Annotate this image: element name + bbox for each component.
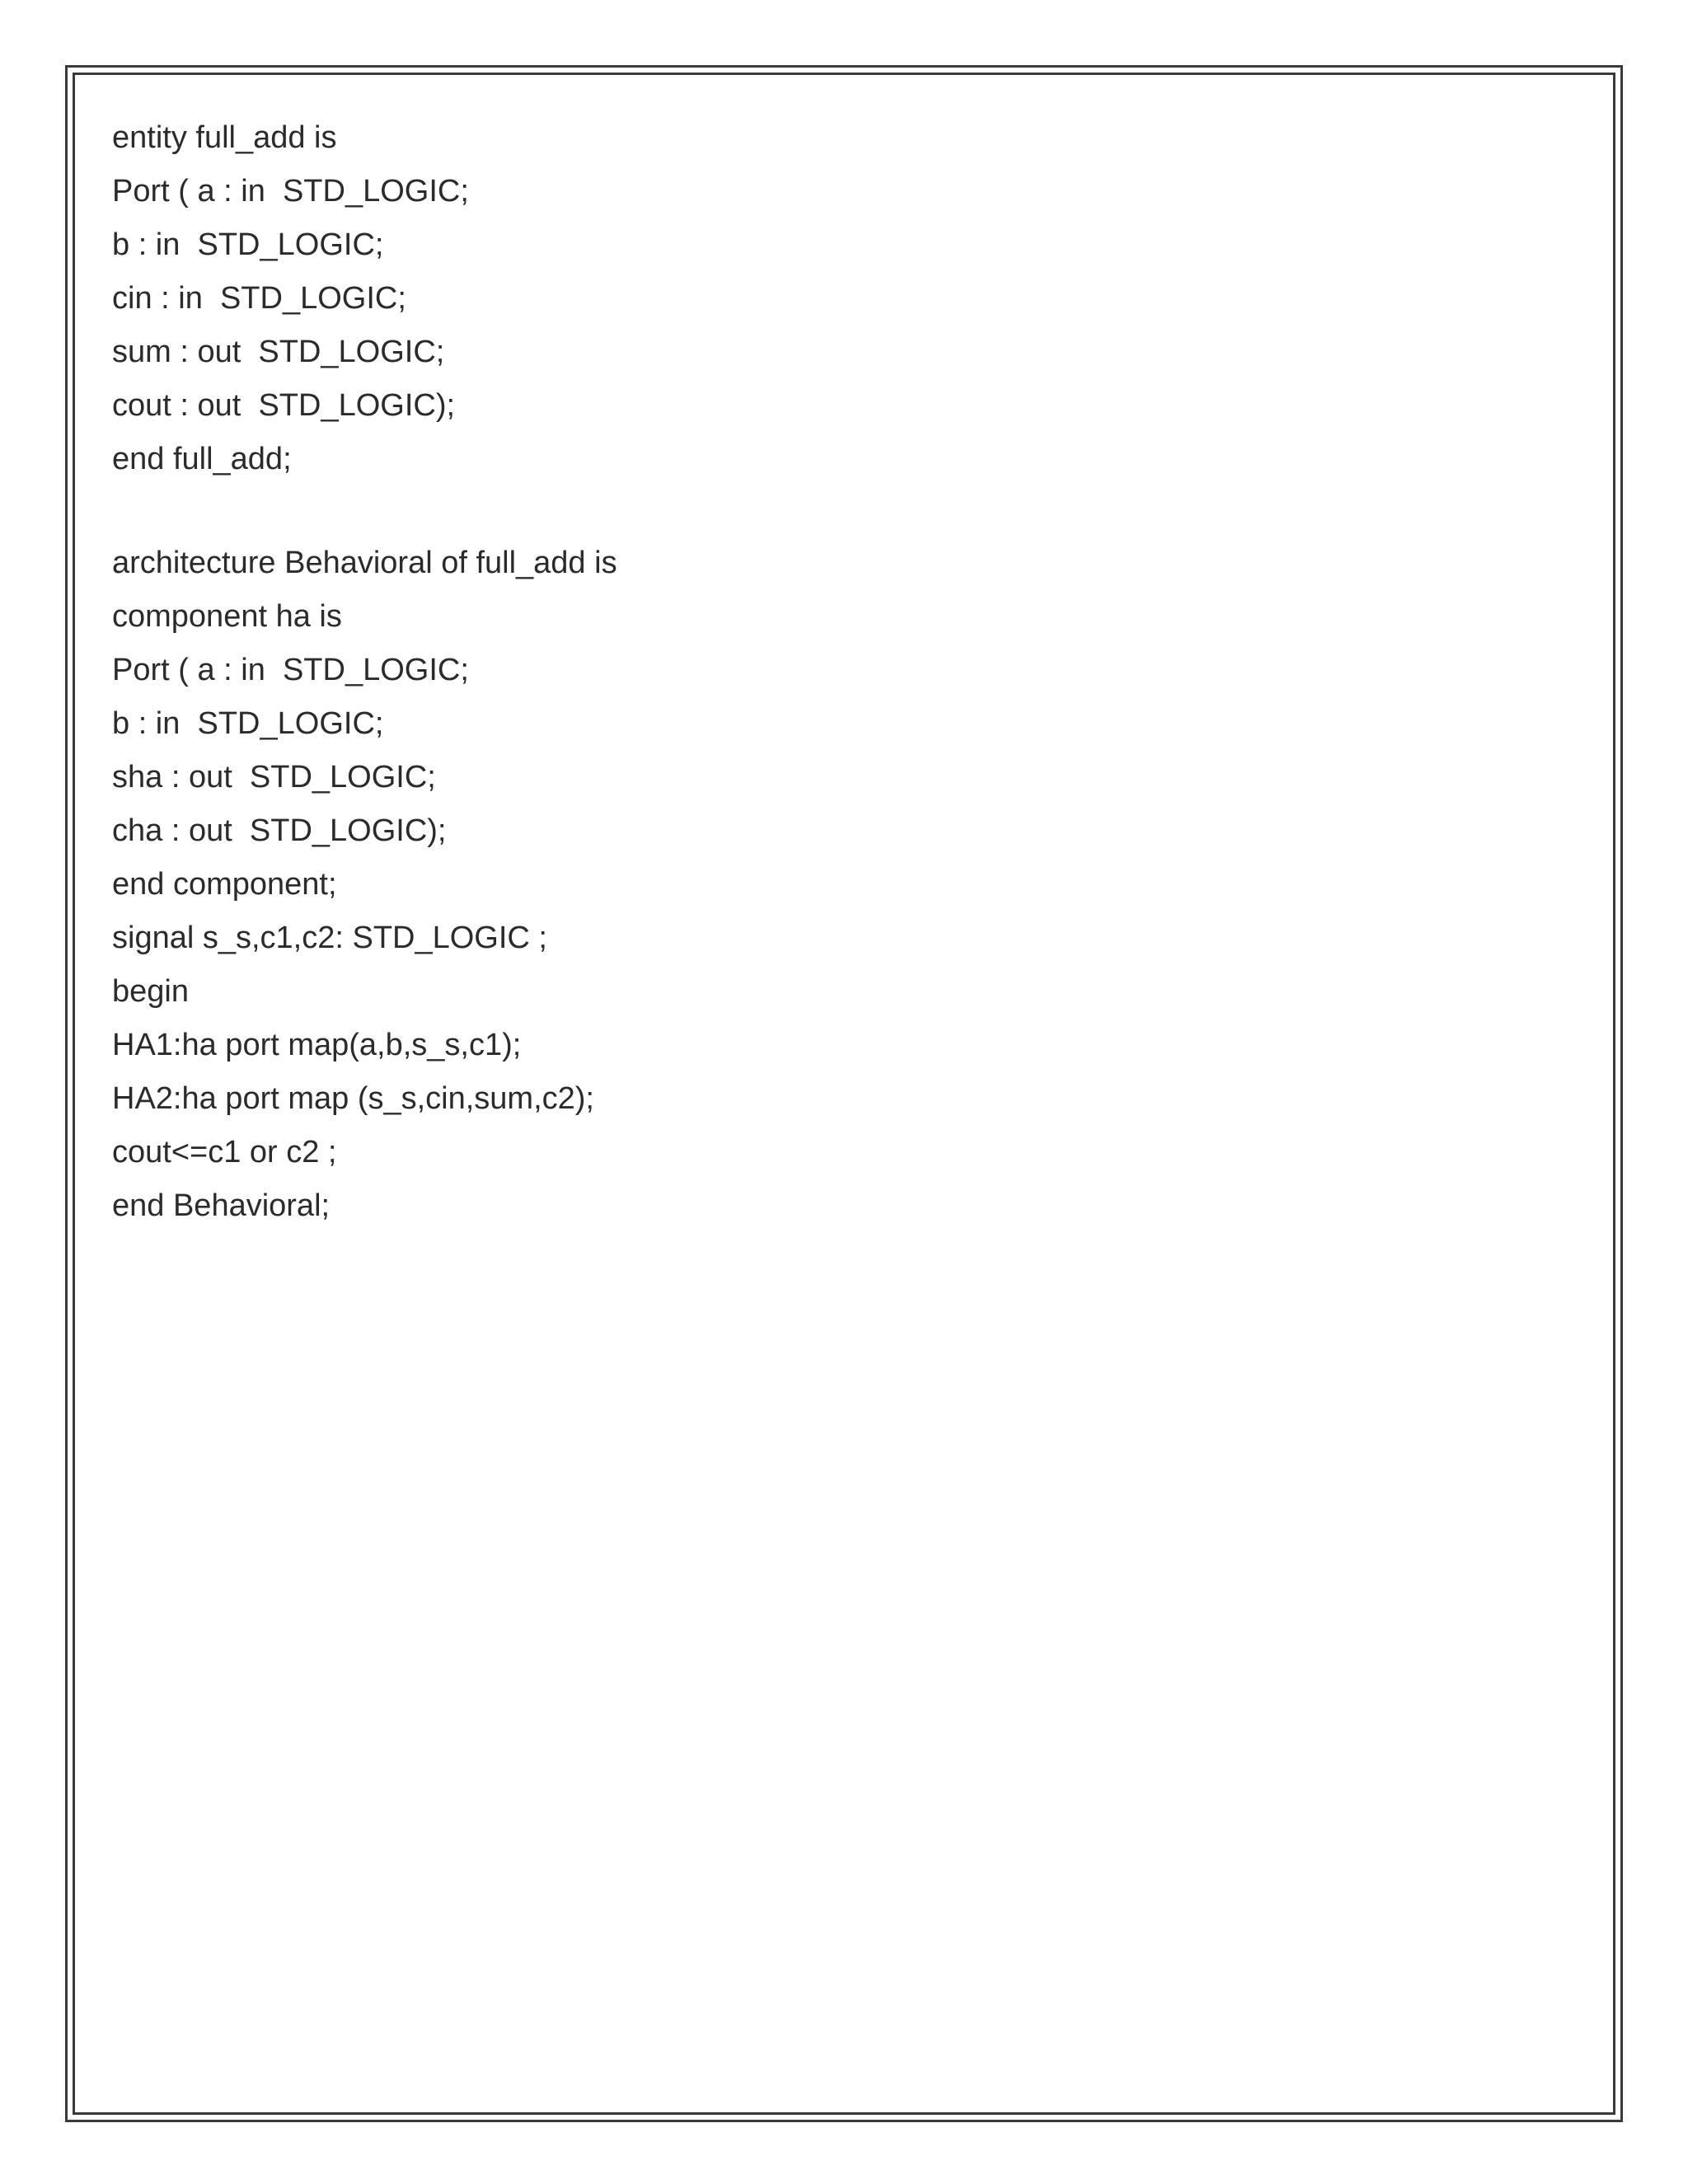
block-spacer [112, 486, 1513, 537]
code-line: sha : out STD_LOGIC; [112, 760, 436, 794]
code-line: cout : out STD_LOGIC); [112, 388, 456, 423]
code-line: cin : in STD_LOGIC; [112, 281, 406, 316]
code-line: cha : out STD_LOGIC); [112, 813, 447, 848]
code-line: signal s_s,c1,c2: STD_LOGIC ; [112, 921, 547, 955]
code-line: HA1:ha port map(a,b,s_s,c1); [112, 1028, 522, 1062]
code-line: entity full_add is [112, 120, 337, 155]
code-line: b : in STD_LOGIC; [112, 227, 384, 262]
code-line: component ha is [112, 599, 342, 634]
code-line: end full_add; [112, 442, 292, 476]
vhdl-code-block [112, 111, 1513, 1233]
architecture-body [112, 537, 1513, 1233]
code-line: end Behavioral; [112, 1188, 331, 1223]
code-line: sum : out STD_LOGIC; [112, 335, 445, 369]
code-line: end component; [112, 867, 337, 902]
code-line: architecture Behavioral of full_add is [112, 546, 617, 580]
code-line: Port ( a : in STD_LOGIC; [112, 174, 469, 209]
code-line: Port ( a : in STD_LOGIC; [112, 653, 469, 687]
entity-declaration [112, 111, 1513, 486]
code-line: cout<=c1 or c2 ; [112, 1135, 337, 1169]
code-line: b : in STD_LOGIC; [112, 706, 384, 741]
code-line: HA2:ha port map (s_s,cin,sum,c2); [112, 1081, 594, 1116]
code-line: begin [112, 974, 189, 1009]
